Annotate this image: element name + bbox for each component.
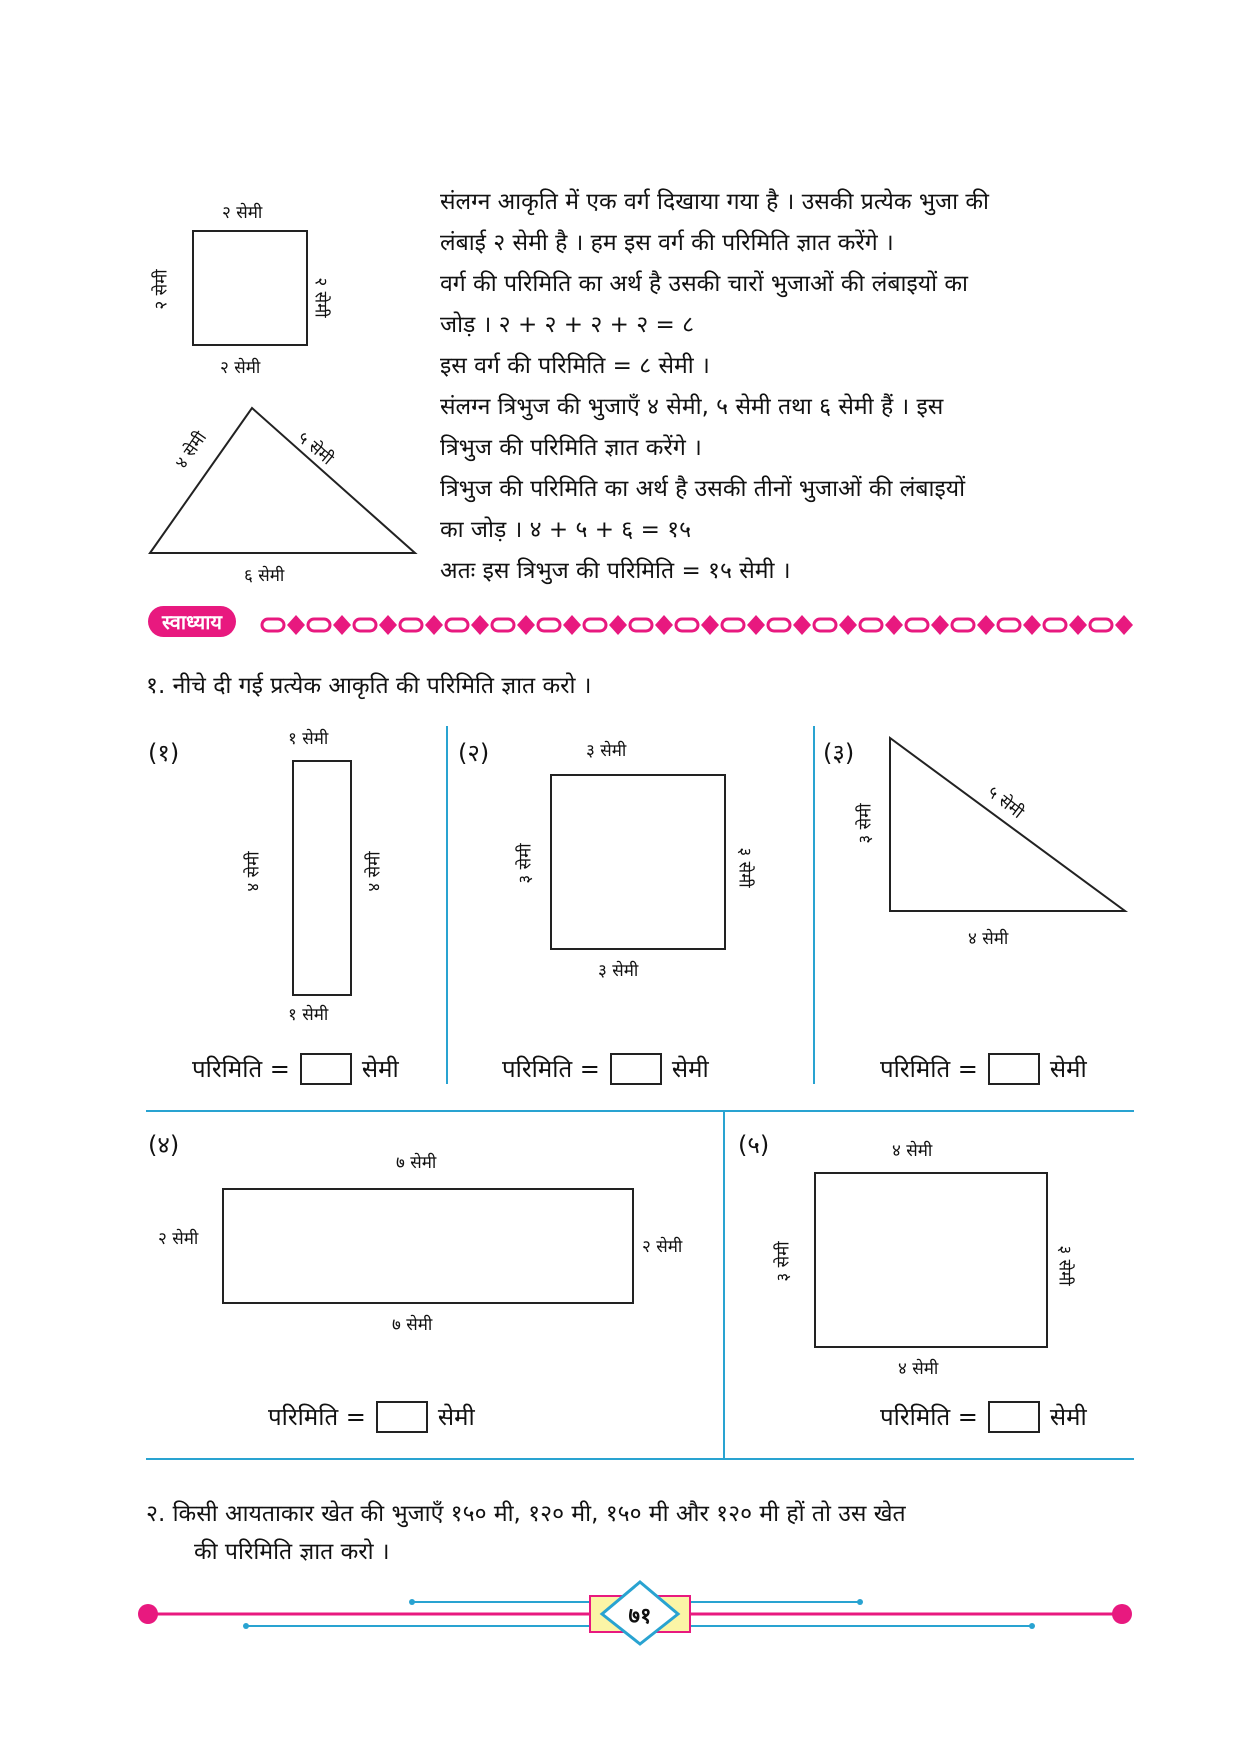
fig5-left-label: ३ सेमी bbox=[773, 1241, 794, 1282]
perimeter-label: परिमिति = bbox=[502, 1055, 600, 1083]
intro-line-2: लंबाई २ सेमी है । हम इस वर्ग की परिमिति ज्ञात करेंगे । bbox=[440, 230, 894, 256]
fig5-right-label: ३ सेमी bbox=[1054, 1245, 1075, 1286]
question-1: १. नीचे दी गई प्रत्येक आकृति की परिमिति ज्ञात करो । bbox=[146, 673, 592, 699]
fig3-bottom-label: ४ सेमी bbox=[968, 929, 1009, 949]
divider-horizontal-1 bbox=[146, 1110, 1134, 1112]
perimeter-label: परिमिति = bbox=[268, 1403, 366, 1431]
chain-diamond bbox=[609, 615, 627, 635]
chain-link bbox=[952, 619, 974, 631]
fig1-right-label: ४ सेमी bbox=[364, 851, 385, 892]
intro-line-8: त्रिभुज की परिमिति का अर्थ है उसकी तीनों भुजाओं की लंबाइयों bbox=[440, 476, 966, 502]
triangle-left-label: ४ सेमी bbox=[171, 428, 212, 473]
fig3-left-label: ३ सेमी bbox=[855, 803, 876, 844]
divider-vertical-3 bbox=[723, 1112, 725, 1458]
question-2-line-2: की परिमिति ज्ञात करो । bbox=[194, 1539, 390, 1565]
exercise-heading: स्वाध्याय bbox=[148, 606, 236, 637]
question-2-line-1: २. किसी आयताकार खेत की भुजाएँ १५० मी, १२० मी, १५० मी और १२० मी हों तो उस खेत bbox=[146, 1501, 906, 1527]
chain-diamond bbox=[931, 615, 949, 635]
answer-box-1[interactable] bbox=[300, 1053, 352, 1085]
fig4-bottom-label: ७ सेमी bbox=[392, 1315, 433, 1335]
unit-label: सेमी bbox=[361, 1055, 399, 1083]
figure-5-number: (५) bbox=[738, 1131, 770, 1159]
fig2-perimeter bbox=[502, 1052, 709, 1085]
chain-link bbox=[1044, 619, 1066, 631]
chain-diamond bbox=[287, 615, 305, 635]
unit-label: सेमी bbox=[1049, 1055, 1087, 1083]
divider-vertical-2 bbox=[813, 726, 815, 1084]
chain-diamond bbox=[471, 615, 489, 635]
chain-link bbox=[354, 619, 376, 631]
chain-diamond bbox=[1023, 615, 1041, 635]
chain-link bbox=[584, 619, 606, 631]
intro-line-3: वर्ग की परिमिति का अर्थ है उसकी चारों भुजाओं की लंबाइयों का bbox=[440, 271, 969, 297]
figure-3-triangle bbox=[880, 730, 1140, 920]
figure-3-number: (३) bbox=[823, 739, 855, 767]
chain-diamond bbox=[1069, 615, 1087, 635]
page-number: ७१ bbox=[628, 1604, 652, 1629]
answer-box-4[interactable] bbox=[376, 1401, 428, 1433]
intro-line-5: इस वर्ग की परिमिति = ८ सेमी । bbox=[440, 353, 710, 379]
fig5-perimeter bbox=[880, 1400, 1087, 1433]
answer-box-5[interactable] bbox=[988, 1401, 1040, 1433]
chain-diamond bbox=[793, 615, 811, 635]
figure-5-rectangle bbox=[814, 1172, 1048, 1348]
perimeter-label: परिमिति = bbox=[880, 1055, 978, 1083]
chain-diamond bbox=[747, 615, 765, 635]
intro-line-6: संलग्न त्रिभुज की भुजाएँ ४ सेमी, ५ सेमी तथा ६ सेमी हैं । इस bbox=[440, 394, 944, 420]
chain-link bbox=[538, 619, 560, 631]
fig4-left-label: २ सेमी bbox=[158, 1229, 199, 1249]
figure-4-number: (४) bbox=[148, 1131, 180, 1159]
chain-link bbox=[860, 619, 882, 631]
answer-box-2[interactable] bbox=[610, 1053, 662, 1085]
triangle-right-label: ५ सेमी bbox=[293, 428, 338, 470]
unit-label: सेमी bbox=[1049, 1403, 1087, 1431]
square-left-label: २ सेमी bbox=[151, 269, 172, 310]
figure-2-number: (२) bbox=[458, 739, 490, 767]
chain-link bbox=[262, 619, 284, 631]
intro-square bbox=[192, 230, 308, 346]
chain-diamond bbox=[425, 615, 443, 635]
figure-2-square bbox=[550, 774, 726, 950]
triangle-bottom-label: ६ सेमी bbox=[244, 566, 285, 586]
chain-link bbox=[308, 619, 330, 631]
chain-diamond bbox=[379, 615, 397, 635]
perimeter-label: परिमिति = bbox=[192, 1055, 290, 1083]
intro-line-9: का जोड़ । ४ + ५ + ६ = १५ bbox=[440, 517, 692, 543]
fig5-top-label: ४ सेमी bbox=[892, 1141, 933, 1161]
fig5-bottom-label: ४ सेमी bbox=[898, 1359, 939, 1379]
figure-4-rectangle bbox=[222, 1188, 634, 1304]
fig4-perimeter bbox=[268, 1400, 475, 1433]
chain-link bbox=[676, 619, 698, 631]
chain-diamond bbox=[977, 615, 995, 635]
square-bottom-label: २ सेमी bbox=[220, 358, 261, 378]
intro-triangle bbox=[140, 400, 430, 560]
chain-diamond bbox=[655, 615, 673, 635]
fig4-top-label: ७ सेमी bbox=[396, 1153, 437, 1173]
chain-diamond bbox=[517, 615, 535, 635]
fig4-right-label: २ सेमी bbox=[642, 1237, 683, 1257]
fig2-left-label: ३ सेमी bbox=[515, 843, 536, 884]
decorative-chain bbox=[256, 608, 1134, 642]
chain-link bbox=[998, 619, 1020, 631]
chain-link bbox=[722, 619, 744, 631]
chain-link bbox=[814, 619, 836, 631]
figure-1-rectangle bbox=[292, 760, 352, 996]
fig2-bottom-label: ३ सेमी bbox=[598, 961, 639, 981]
unit-label: सेमी bbox=[671, 1055, 709, 1083]
chain-diamond bbox=[333, 615, 351, 635]
chain-diamond bbox=[885, 615, 903, 635]
chain-diamond bbox=[701, 615, 719, 635]
fig1-bottom-label: १ सेमी bbox=[288, 1005, 329, 1025]
square-right-label: २ सेमी bbox=[310, 277, 331, 318]
unit-label: सेमी bbox=[437, 1403, 475, 1431]
chain-diamond bbox=[563, 615, 581, 635]
square-top-label: २ सेमी bbox=[222, 203, 263, 223]
fig2-right-label: ३ सेमी bbox=[734, 847, 755, 888]
chain-link bbox=[906, 619, 928, 631]
chain-link bbox=[768, 619, 790, 631]
intro-line-7: त्रिभुज की परिमिति ज्ञात करेंगे । bbox=[440, 435, 702, 461]
chain-link bbox=[1090, 619, 1112, 631]
fig1-left-label: ४ सेमी bbox=[243, 851, 264, 892]
perimeter-label: परिमिति = bbox=[880, 1403, 978, 1431]
fig1-perimeter bbox=[192, 1052, 399, 1085]
answer-box-3[interactable] bbox=[988, 1053, 1040, 1085]
divider-horizontal-2 bbox=[146, 1458, 1134, 1460]
chain-diamond bbox=[839, 615, 857, 635]
chain-link bbox=[400, 619, 422, 631]
fig1-top-label: १ सेमी bbox=[288, 729, 329, 749]
figure-1-number: (१) bbox=[148, 739, 180, 767]
chain-link bbox=[492, 619, 514, 631]
fig2-top-label: ३ सेमी bbox=[586, 741, 627, 761]
intro-line-4: जोड़ । २ + २ + २ + २ = ८ bbox=[440, 312, 695, 338]
chain-diamond bbox=[1115, 615, 1133, 635]
fig3-hyp-label: ५ सेमी bbox=[983, 782, 1028, 823]
divider-vertical-1 bbox=[446, 726, 448, 1084]
intro-line-10: अतः इस त्रिभुज की परिमिति = १५ सेमी । bbox=[440, 558, 791, 584]
chain-link bbox=[446, 619, 468, 631]
chain-link bbox=[630, 619, 652, 631]
intro-line-1: संलग्न आकृति में एक वर्ग दिखाया गया है । उसकी प्रत्येक भुजा की bbox=[440, 189, 989, 215]
fig3-perimeter bbox=[880, 1052, 1087, 1085]
